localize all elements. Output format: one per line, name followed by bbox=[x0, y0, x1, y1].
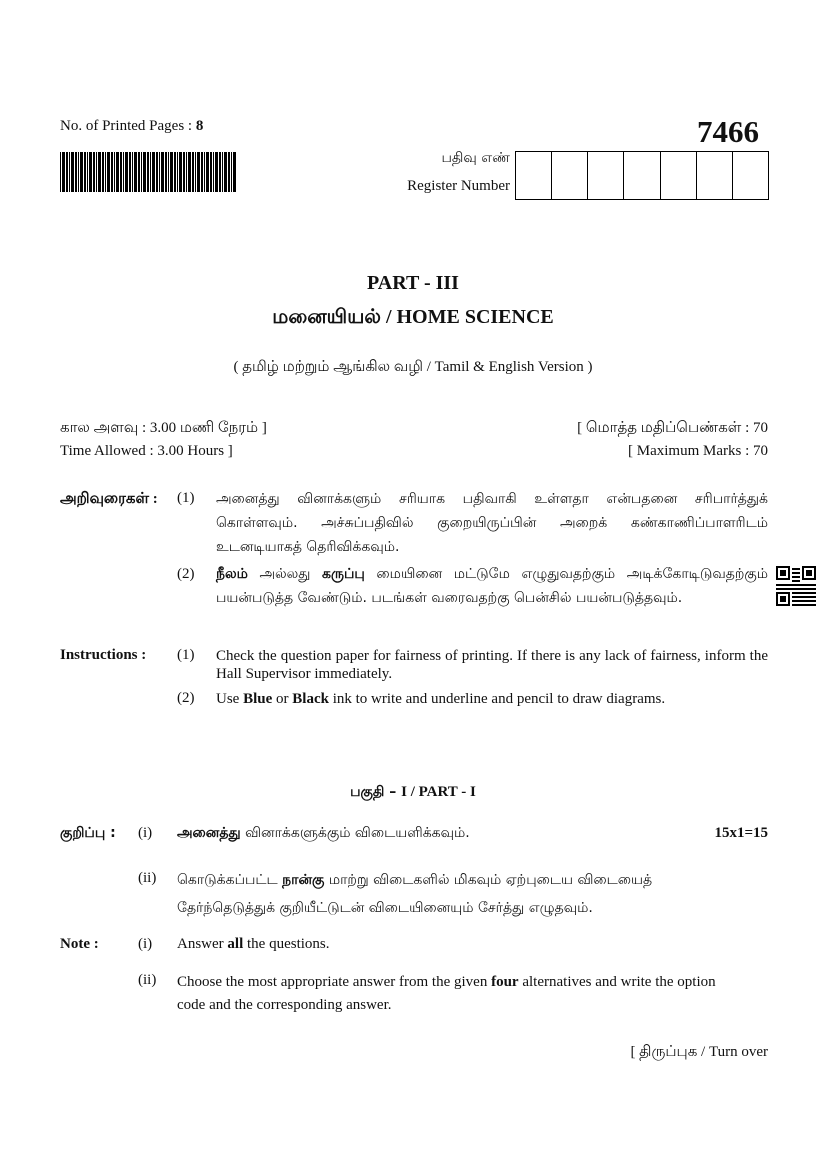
note-ta-ii bbox=[177, 866, 737, 922]
instruction-en-2-rest: ink to write and underline and pencil to draw diagrams. bbox=[328, 691, 666, 707]
ink-black-en: Black bbox=[292, 691, 329, 707]
time-row-en bbox=[60, 443, 768, 460]
note-ta-i-rest: வினாக்களுக்கும் விடையளிக்கவும். bbox=[240, 825, 470, 841]
ink-black-ta: கருப்பு bbox=[322, 566, 365, 582]
part-one-heading-ta: பகுதி – bbox=[350, 784, 402, 800]
note-ta-ii-number: (ii) bbox=[138, 870, 157, 886]
part-one-heading-en: I / PART - I bbox=[401, 784, 476, 800]
note-ta-label: குறிப்பு : bbox=[60, 825, 116, 841]
register-digit-box[interactable] bbox=[624, 152, 660, 199]
register-digit-box[interactable] bbox=[516, 152, 552, 199]
register-number-boxes[interactable] bbox=[515, 151, 769, 200]
ink-blue-en: Blue bbox=[243, 691, 273, 707]
version-note: ( தமிழ் மற்றும் ஆங்கில வழி / Tamil & English Version ) bbox=[233, 359, 593, 375]
note-en-ii bbox=[177, 971, 732, 1017]
instruction-ta-2-rest: மையினை மட்டுமே எழுதுவதற்கும் அடிக்கோடிடுவதற்கும் பயன்படுத்த வேண்டும். படங்கள் வரைவதற்கு பென்சில் பயன்படுத்தவும். bbox=[216, 566, 768, 606]
note-en-label: Note : bbox=[60, 936, 99, 952]
ink-blue-ta: நீலம் bbox=[216, 566, 248, 582]
note-en-i-bold: all bbox=[227, 936, 244, 952]
instruction-en-2-number: (2) bbox=[177, 690, 195, 706]
note-en-ii-number: (ii) bbox=[138, 972, 157, 988]
note-en-i-start: Answer bbox=[177, 936, 228, 952]
text-or-ta: அல்லது bbox=[247, 566, 323, 582]
printed-pages bbox=[60, 118, 203, 135]
note-ta-ii-bold: நான்கு bbox=[282, 872, 325, 888]
register-digit-box[interactable] bbox=[697, 152, 733, 199]
register-digit-box[interactable] bbox=[733, 152, 768, 199]
part-one-heading bbox=[0, 782, 826, 802]
instruction-ta-2 bbox=[216, 562, 768, 610]
time-allowed-ta: கால அளவு : 3.00 மணி நேரம் ] bbox=[60, 420, 267, 436]
instruction-ta-1-number: (1) bbox=[177, 490, 195, 506]
max-marks-ta: [ மொத்த மதிப்பெண்கள் : 70 bbox=[577, 420, 768, 436]
instruction-en-2 bbox=[216, 690, 768, 708]
instruction-ta-1: அனைத்து வினாக்களும் சரியாக பதிவாகி உள்ளதா என்பதனை சரிபார்த்துக் கொள்ளவும். அச்சுப்பதிவில் குறையிருப்பின் அறைக் கண்காணிப்பாளரிடம் உடனடியாகத் தெரிவிக்கவும். bbox=[216, 491, 768, 555]
part-title: PART - III bbox=[367, 272, 459, 294]
note-ta-i bbox=[177, 825, 470, 843]
note-ta-ii-rest: மாற்று விடைகளில் மிகவும் ஏற்புடைய விடையைத் தேர்ந்தெடுத்துக் குறியீட்டுடன் விடையினையும் சேர்த்து எழுதவும். bbox=[177, 872, 653, 916]
note-ta-i-bold: அனைத்து bbox=[177, 825, 241, 841]
note-en-ii-bold: four bbox=[491, 974, 519, 990]
qr-code-image bbox=[776, 566, 816, 606]
instructions-en-label: Instructions : bbox=[60, 647, 147, 663]
note-en-i bbox=[177, 936, 330, 953]
marks-allocation: 15x1=15 bbox=[714, 825, 768, 841]
note-ta-i-number: (i) bbox=[138, 825, 153, 841]
register-digit-box[interactable] bbox=[588, 152, 624, 199]
note-en-i-number: (i) bbox=[138, 936, 153, 952]
text-or-en: or bbox=[272, 691, 293, 707]
register-digit-box[interactable] bbox=[552, 152, 588, 199]
printed-pages-value: 8 bbox=[195, 118, 204, 134]
turn-over-note: [ திருப்புக / Turn over bbox=[630, 1044, 768, 1060]
note-ta-ii-start: கொடுக்கப்பட்ட bbox=[177, 872, 283, 888]
note-en-ii-start: Choose the most appropriate answer from the given bbox=[177, 974, 492, 990]
register-label-en: Register Number bbox=[407, 178, 510, 194]
max-marks-en: [ Maximum Marks : 70 bbox=[628, 443, 768, 459]
time-row-ta bbox=[60, 419, 768, 438]
text-use: Use bbox=[216, 691, 244, 707]
time-allowed-en: Time Allowed : 3.00 Hours ] bbox=[60, 443, 233, 459]
instruction-ta-2-number: (2) bbox=[177, 566, 195, 582]
register-label-ta: பதிவு எண் bbox=[441, 150, 510, 166]
register-digit-box[interactable] bbox=[661, 152, 697, 199]
subject-title: மனையியல் / HOME SCIENCE bbox=[272, 306, 554, 328]
instructions-ta-label: அறிவுரைகள் : bbox=[60, 491, 158, 507]
barcode-image bbox=[60, 152, 236, 192]
instruction-en-1-number: (1) bbox=[177, 647, 195, 663]
printed-pages-label: No. of Printed Pages : bbox=[60, 118, 193, 134]
note-en-i-rest: the questions. bbox=[243, 936, 330, 952]
instruction-en-1: Check the question paper for fairness of printing. If there is any lack of fairness, inform the Hall Supervisor immediately. bbox=[216, 648, 768, 682]
question-code: 7466 bbox=[697, 114, 759, 149]
note-en-ii-rest: alternatives and write the option code and the corresponding answer. bbox=[177, 974, 716, 1013]
